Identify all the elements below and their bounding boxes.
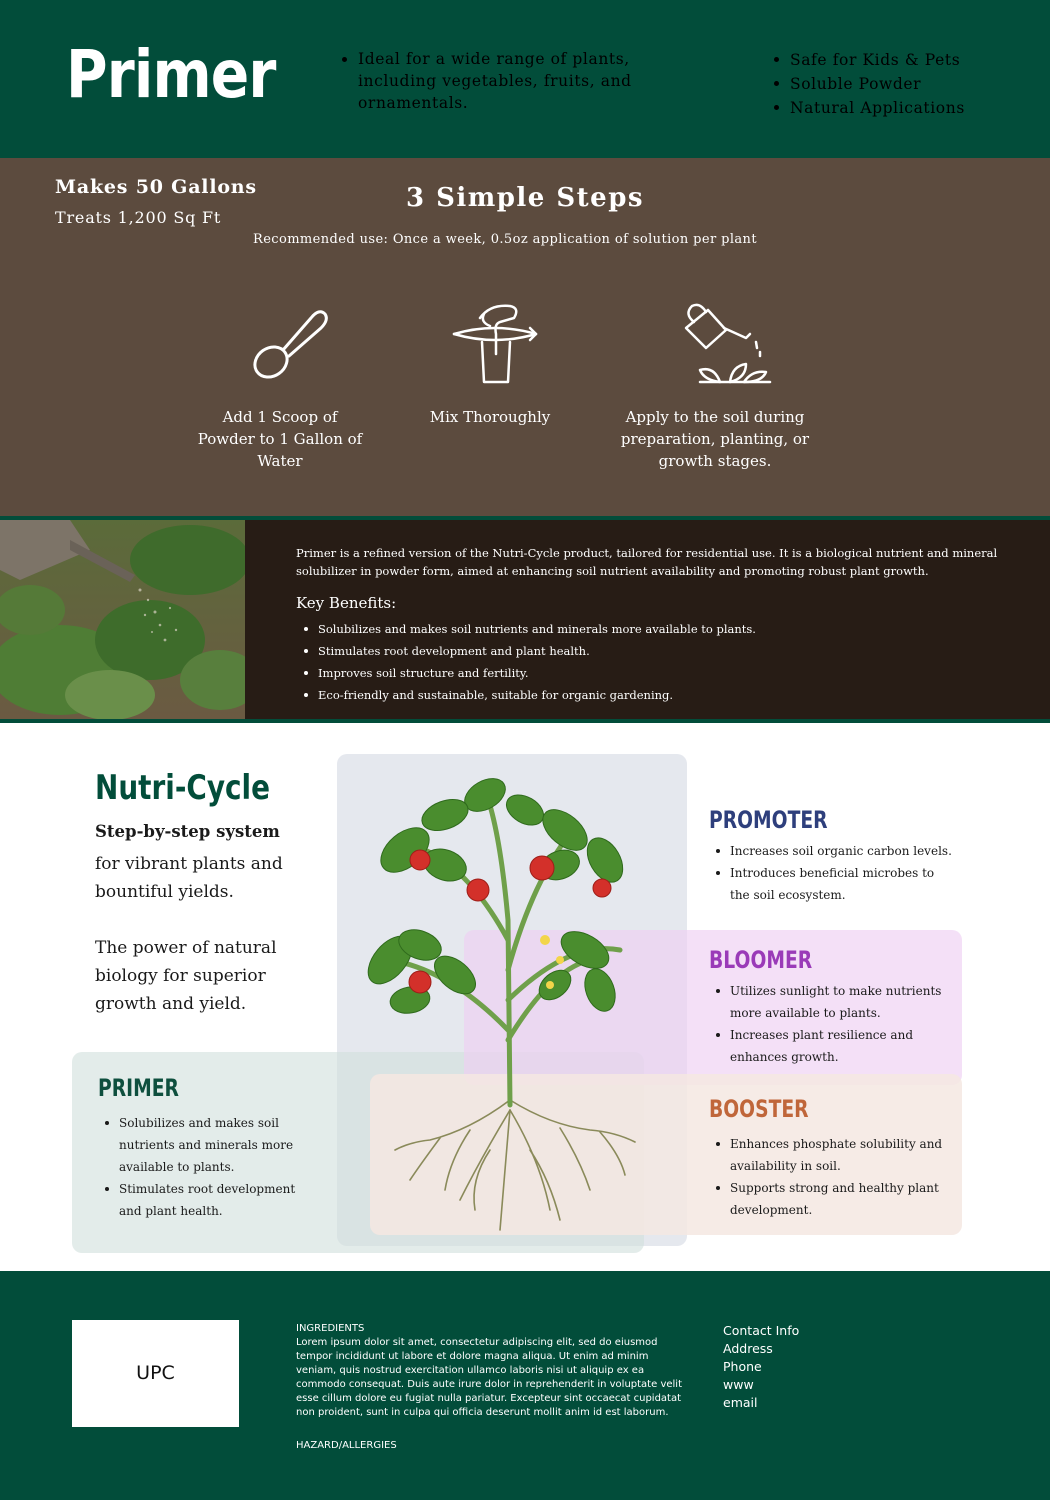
watering-can-icon: [680, 300, 775, 395]
feature-list-left: [340, 48, 640, 114]
nutri-cycle-title: Nutri-Cycle: [95, 768, 271, 808]
garden-photo: [0, 520, 245, 719]
promoter-title: PROMOTER: [709, 806, 828, 834]
key-benefits-title: Key Benefits:: [296, 594, 397, 612]
step-caption: Mix Thoroughly: [429, 408, 551, 426]
feature-item: Safe for Kids & Pets: [772, 48, 1032, 72]
benefit-item: Solubilizes and makes soil nutrients and minerals more available to plants.: [302, 618, 1002, 640]
list-item: Utilizes sunlight to make nutrients more available to plants.: [716, 980, 956, 1024]
list-item: Stimulates root development and plant health.: [105, 1178, 305, 1222]
primer-title: PRIMER: [98, 1074, 179, 1102]
ingredients-title: INGREDIENTS: [296, 1323, 365, 1334]
primer-list: [105, 1112, 305, 1222]
contact-line: email: [723, 1395, 758, 1410]
nutri-cycle-subtitle-bold: Step-by-step system: [95, 822, 280, 841]
key-benefits-list: [302, 618, 1002, 706]
bloomer-title: BLOOMER: [709, 946, 813, 974]
step-caption: Apply to the soil during preparation, planting, or growth stages.: [620, 408, 810, 470]
upc-label: UPC: [136, 1362, 175, 1384]
contact-line: Address: [723, 1341, 773, 1356]
step-caption: Add 1 Scoop of Powder to 1 Gallon of Water: [197, 408, 363, 470]
mix-icon: [450, 298, 540, 388]
contact-line: www: [723, 1377, 754, 1392]
spoon-icon: [245, 300, 335, 390]
brand-title: Primer: [66, 36, 276, 113]
list-item: Enhances phosphate solubility and availability in soil.: [716, 1133, 956, 1177]
booster-list: [716, 1133, 956, 1221]
list-item: Increases soil organic carbon levels.: [716, 840, 956, 862]
contact-line: Contact Info: [723, 1323, 800, 1338]
steps-title: 3 Simple Steps: [405, 183, 645, 213]
benefit-item: Stimulates root development and plant health.: [302, 640, 1002, 662]
benefit-item: Eco-friendly and sustainable, suitable for organic gardening.: [302, 684, 1002, 706]
feature-item: Soluble Powder: [772, 72, 1032, 96]
feature-item: Ideal for a wide range of plants, including vegetables, fruits, and ornamentals.: [340, 48, 640, 114]
hazard-allergies: HAZARD/ALLERGIES: [296, 1440, 397, 1451]
list-item: Solubilizes and makes soil nutrients and minerals more available to plants.: [105, 1112, 305, 1178]
treats-area: Treats 1,200 Sq Ft: [55, 208, 222, 227]
recommended-use: Recommended use: Once a week, 0.5oz application of solution per plant: [253, 232, 757, 247]
divider: [0, 719, 1050, 723]
feature-item: Natural Applications: [772, 96, 1032, 120]
product-description: Primer is a refined version of the Nutri-Cycle product, tailored for residential use. It is a biological nutrient and mineral solubilizer in powder form, aimed at enhancing soil nutrient availability and promoting robust plant growth.: [296, 546, 998, 578]
feature-list-right: [772, 48, 1032, 120]
list-item: Increases plant resilience and enhances growth.: [716, 1024, 956, 1068]
ingredients-text: Lorem ipsum dolor sit amet, consectetur adipiscing elit, sed do eiusmod tempor incididunt ut labore et dolore magna aliqua. Ut enim ad minim veniam, quis nostrud exercitation ullamco laboris nisi ut aliquip ex ea commodo consequat. Duis aute irure dolor in reprehenderit in voluptate velit esse cillum dolore eu fugiat nulla pariatur. Excepteur sint occaecat cupidatat non proident, sunt in culpa qui officia deserunt mollit anim id est laborum.: [296, 1337, 682, 1418]
contact-line: Phone: [723, 1359, 762, 1374]
nutri-cycle-tagline: The power of natural biology for superior growth and yield.: [95, 938, 277, 1014]
booster-title: BOOSTER: [709, 1095, 809, 1123]
list-item: Introduces beneficial microbes to the soil ecosystem.: [716, 862, 956, 906]
benefit-item: Improves soil structure and fertility.: [302, 662, 1002, 684]
makes-gallons: Makes 50 Gallons: [55, 176, 257, 198]
bloomer-list: [716, 980, 956, 1068]
nutri-cycle-subtitle: for vibrant plants and bountiful yields.: [95, 854, 283, 902]
tomato-plant-illustration: [350, 770, 680, 1240]
promoter-list: [716, 840, 956, 906]
contact-info: [723, 1322, 799, 1412]
list-item: Supports strong and healthy plant development.: [716, 1177, 956, 1221]
